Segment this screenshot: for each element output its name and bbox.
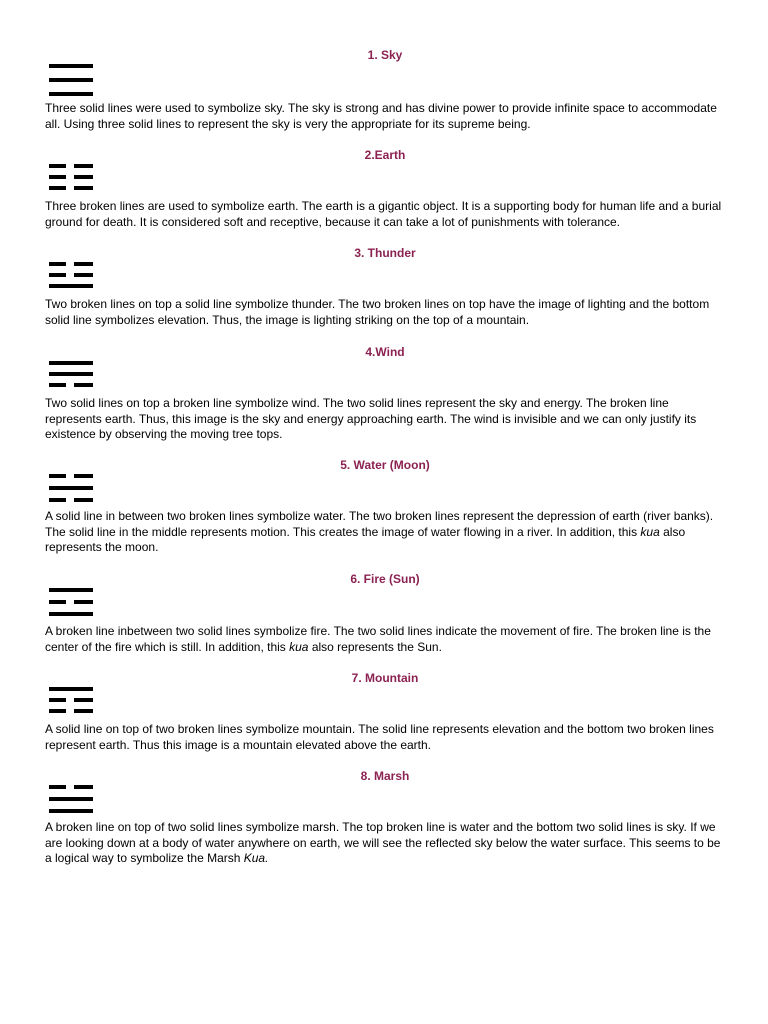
solid-line <box>49 361 93 365</box>
section-description <box>45 624 725 655</box>
description-text: A broken line on top of two solid lines symbolize marsh. The top broken line is water and the bottom two solid lines is sky. If we are looking down at a body of water anywhere on earth, we will see the reflected sky below the water surface. This seems to be a logical way to symbolize the Marsh <box>45 820 721 865</box>
section-heading: 1. Sky <box>367 48 403 62</box>
broken-line <box>49 164 93 168</box>
solid-line <box>49 588 93 592</box>
broken-line <box>49 175 93 179</box>
description-text: A solid line in between two broken lines symbolize water. The two broken lines represent the depression of earth (river banks). The solid line in the middle represents motion. This creates the image of water flowing in a river. In addition, this <box>45 509 714 539</box>
description-text: Two solid lines on top a broken line symbolize wind. The two solid lines represent the sky and energy. The broken line represents earth. Thus, this image is the sky and energy approaching earth. The wind is invisible and we can only justify its existence by observing the moving tree tops. <box>45 396 697 441</box>
section-heading: 7. Mountain <box>351 671 419 685</box>
broken-line <box>49 273 93 277</box>
section-description <box>45 101 725 132</box>
description-text: Three solid lines were used to symbolize sky. The sky is strong and has divine power to provide infinite space to accommodate all. Using three solid lines to represent the sky is very the appropriate for its supreme being. <box>45 101 717 131</box>
section-heading: 2.Earth <box>364 148 406 162</box>
broken-line <box>49 383 93 387</box>
solid-line <box>49 797 93 801</box>
solid-line <box>49 372 93 376</box>
broken-line <box>49 262 93 266</box>
solid-line <box>49 64 93 68</box>
section-description <box>45 722 725 753</box>
broken-line <box>49 498 93 502</box>
section-heading: 5. Water (Moon) <box>340 458 430 472</box>
broken-line <box>49 698 93 702</box>
section-description <box>45 509 725 556</box>
solid-line <box>49 78 93 82</box>
description-text: A broken line inbetween two solid lines symbolize fire. The two solid lines indicate the movement of fire. The broken line is the center of the fire which is still. In addition, this <box>45 624 711 654</box>
section-heading: 4.Wind <box>365 345 405 359</box>
section-heading: 8. Marsh <box>360 769 410 783</box>
broken-line <box>49 600 93 604</box>
section-heading: 6. Fire (Sun) <box>350 572 420 586</box>
section-description <box>45 396 725 443</box>
section-heading: 3. Thunder <box>354 246 416 260</box>
solid-line <box>49 687 93 691</box>
broken-line <box>49 785 93 789</box>
description-text: A solid line on top of two broken lines symbolize mountain. The solid line represents elevation and the bottom two broken lines represent earth. Thus this image is a mountain elevated above the earth. <box>45 722 714 752</box>
description-text: also represents the moon. <box>45 524 686 554</box>
solid-line <box>49 486 93 490</box>
solid-line <box>49 284 93 288</box>
description-text: Two broken lines on top a solid line symbolize thunder. The two broken lines on top have the image of lighting and the bottom solid line symbolizes elevation. Thus, the image is lighting striking on the top of a mountain. <box>45 297 710 327</box>
broken-line <box>49 186 93 190</box>
description-text: also represents the Sun. <box>308 639 442 654</box>
description-text: Three broken lines are used to symbolize earth. The earth is a gigantic object. It is a supporting body for human life and a burial ground for death. It is considered soft and receptive, because it can take a lot of punishments with tolerance. <box>45 199 722 229</box>
italic-term: kua <box>640 524 660 539</box>
italic-term: kua <box>289 639 309 654</box>
section-description <box>45 297 725 328</box>
broken-line <box>49 474 93 478</box>
solid-line <box>49 612 93 616</box>
solid-line <box>49 809 93 813</box>
italic-term: Kua. <box>243 851 269 865</box>
section-description <box>45 820 725 867</box>
broken-line <box>49 709 93 713</box>
solid-line <box>49 92 93 96</box>
section-description <box>45 199 725 230</box>
